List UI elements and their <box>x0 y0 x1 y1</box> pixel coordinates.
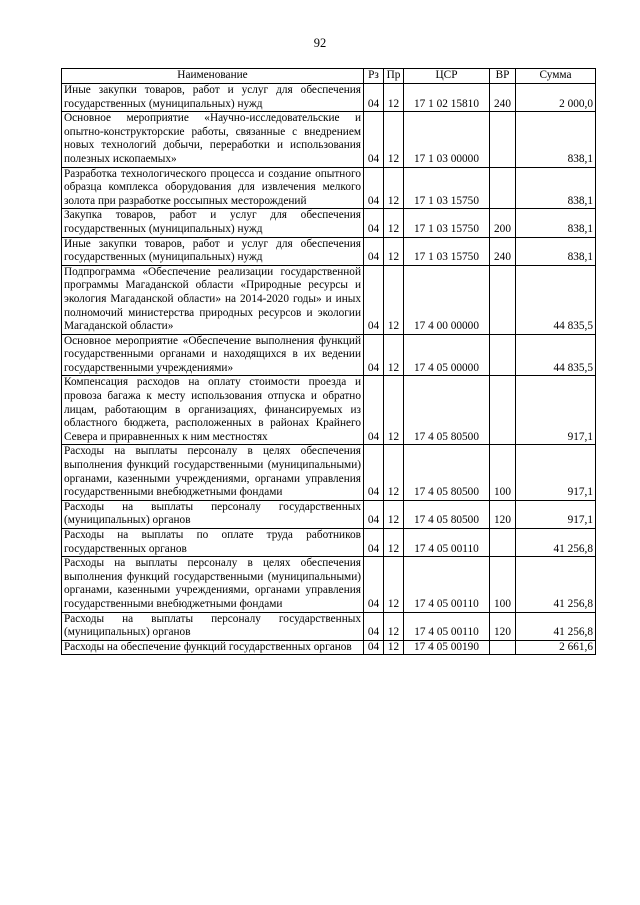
row-rz: 04 <box>364 84 384 112</box>
row-csr: 17 4 05 80500 <box>404 445 490 500</box>
row-csr: 17 4 05 00000 <box>404 334 490 376</box>
row-csr: 17 4 05 00190 <box>404 640 490 655</box>
row-vr <box>490 167 516 209</box>
header-rz: Рз <box>364 69 384 84</box>
table-header-row <box>62 69 596 84</box>
row-rz: 04 <box>364 167 384 209</box>
row-rz: 04 <box>364 334 384 376</box>
table-row <box>62 612 596 640</box>
budget-table <box>61 68 596 655</box>
row-name: Расходы на выплаты персоналу в целях обеспечения выполнения функций государственными (муниципальными) органами, казенными учреждениями, органами управления государственными внебюджетными фондами <box>62 557 364 612</box>
row-name: Расходы на выплаты персоналу государственных (муниципальных) органов <box>62 500 364 528</box>
row-name: Иные закупки товаров, работ и услуг для обеспечения государственных (муниципальных) нужд <box>62 237 364 265</box>
row-vr <box>490 640 516 655</box>
row-name: Расходы на обеспечение функций государственных органов <box>62 640 364 655</box>
table-row <box>62 265 596 334</box>
row-rz: 04 <box>364 237 384 265</box>
row-csr: 17 4 05 80500 <box>404 376 490 445</box>
row-pr: 12 <box>384 237 404 265</box>
table-row <box>62 376 596 445</box>
row-pr: 12 <box>384 334 404 376</box>
row-csr: 17 4 05 80500 <box>404 500 490 528</box>
row-pr: 12 <box>384 529 404 557</box>
table-row <box>62 640 596 655</box>
row-csr: 17 4 05 00110 <box>404 529 490 557</box>
row-sum: 2 000,0 <box>516 84 596 112</box>
header-pr: Пр <box>384 69 404 84</box>
row-vr <box>490 112 516 167</box>
row-name: Расходы на выплаты персоналу государственных (муниципальных) органов <box>62 612 364 640</box>
row-pr: 12 <box>384 265 404 334</box>
header-vr: ВР <box>490 69 516 84</box>
table-row <box>62 209 596 237</box>
table-row <box>62 500 596 528</box>
row-vr: 120 <box>490 612 516 640</box>
row-vr <box>490 265 516 334</box>
table-row <box>62 112 596 167</box>
row-sum: 44 835,5 <box>516 334 596 376</box>
row-vr: 200 <box>490 209 516 237</box>
row-rz: 04 <box>364 557 384 612</box>
row-name: Компенсация расходов на оплату стоимости проезда и провоза багажа к месту использования отпуска и обратно лицам, работающим в организациях, финансируемых из областного бюджета, расположенных в районах Крайнего Севера и приравненных к ним местностях <box>62 376 364 445</box>
row-csr: 17 4 05 00110 <box>404 557 490 612</box>
row-sum: 2 661,6 <box>516 640 596 655</box>
row-name: Основное мероприятие «Обеспечение выполнения функций государственными органами и находящихся в их ведении государственными учреждениями» <box>62 334 364 376</box>
row-pr: 12 <box>384 209 404 237</box>
row-pr: 12 <box>384 500 404 528</box>
row-vr: 100 <box>490 445 516 500</box>
row-vr <box>490 334 516 376</box>
row-vr <box>490 376 516 445</box>
row-name: Расходы на выплаты по оплате труда работников государственных органов <box>62 529 364 557</box>
row-name: Основное мероприятие «Научно-исследовательские и опытно-конструкторские работы, связанные с внедрением новых технологий добычи, переработки и использования полезных ископаемых» <box>62 112 364 167</box>
row-pr: 12 <box>384 376 404 445</box>
row-sum: 838,1 <box>516 209 596 237</box>
header-sum: Сумма <box>516 69 596 84</box>
row-sum: 41 256,8 <box>516 612 596 640</box>
header-name: Наименование <box>62 69 364 84</box>
row-name: Разработка технологического процесса и создание опытного образца комплекса оборудования для извлечения мелкого золота при разработке россыпных месторождений <box>62 167 364 209</box>
row-pr: 12 <box>384 612 404 640</box>
row-rz: 04 <box>364 265 384 334</box>
row-rz: 04 <box>364 376 384 445</box>
row-csr: 17 1 03 15750 <box>404 237 490 265</box>
row-sum: 838,1 <box>516 112 596 167</box>
row-vr: 120 <box>490 500 516 528</box>
row-sum: 41 256,8 <box>516 529 596 557</box>
row-sum: 44 835,5 <box>516 265 596 334</box>
row-pr: 12 <box>384 640 404 655</box>
table-row <box>62 334 596 376</box>
row-vr: 240 <box>490 237 516 265</box>
row-sum: 838,1 <box>516 237 596 265</box>
row-csr: 17 1 02 15810 <box>404 84 490 112</box>
row-rz: 04 <box>364 112 384 167</box>
row-csr: 17 4 05 00110 <box>404 612 490 640</box>
table-row <box>62 167 596 209</box>
table-row <box>62 557 596 612</box>
row-vr: 240 <box>490 84 516 112</box>
row-vr: 100 <box>490 557 516 612</box>
table-row <box>62 445 596 500</box>
table-row <box>62 84 596 112</box>
row-pr: 12 <box>384 167 404 209</box>
header-csr: ЦСР <box>404 69 490 84</box>
row-sum: 838,1 <box>516 167 596 209</box>
row-rz: 04 <box>364 529 384 557</box>
row-name: Закупка товаров, работ и услуг для обеспечения государственных (муниципальных) нужд <box>62 209 364 237</box>
row-rz: 04 <box>364 640 384 655</box>
row-csr: 17 4 00 00000 <box>404 265 490 334</box>
row-name: Иные закупки товаров, работ и услуг для обеспечения государственных (муниципальных) нужд <box>62 84 364 112</box>
row-rz: 04 <box>364 445 384 500</box>
table-row <box>62 529 596 557</box>
row-sum: 917,1 <box>516 500 596 528</box>
row-pr: 12 <box>384 557 404 612</box>
page-number: 92 <box>313 36 327 50</box>
row-sum: 917,1 <box>516 445 596 500</box>
table-row <box>62 237 596 265</box>
row-pr: 12 <box>384 84 404 112</box>
row-vr <box>490 529 516 557</box>
row-csr: 17 1 03 15750 <box>404 209 490 237</box>
row-name: Расходы на выплаты персоналу в целях обеспечения выполнения функций государственными (муниципальными) органами, казенными учреждениями, органами управления государственными внебюджетными фондами <box>62 445 364 500</box>
row-sum: 917,1 <box>516 376 596 445</box>
row-rz: 04 <box>364 500 384 528</box>
row-rz: 04 <box>364 612 384 640</box>
row-rz: 04 <box>364 209 384 237</box>
row-csr: 17 1 03 15750 <box>404 167 490 209</box>
row-name: Подпрограмма «Обеспечение реализации государственной программы Магаданской области «Природные ресурсы и экология Магаданской области» на 2014-2020 годы» и иных полномочий министерства природных ресурсов и экологии Магаданской области» <box>62 265 364 334</box>
row-sum: 41 256,8 <box>516 557 596 612</box>
row-pr: 12 <box>384 112 404 167</box>
row-csr: 17 1 03 00000 <box>404 112 490 167</box>
row-pr: 12 <box>384 445 404 500</box>
